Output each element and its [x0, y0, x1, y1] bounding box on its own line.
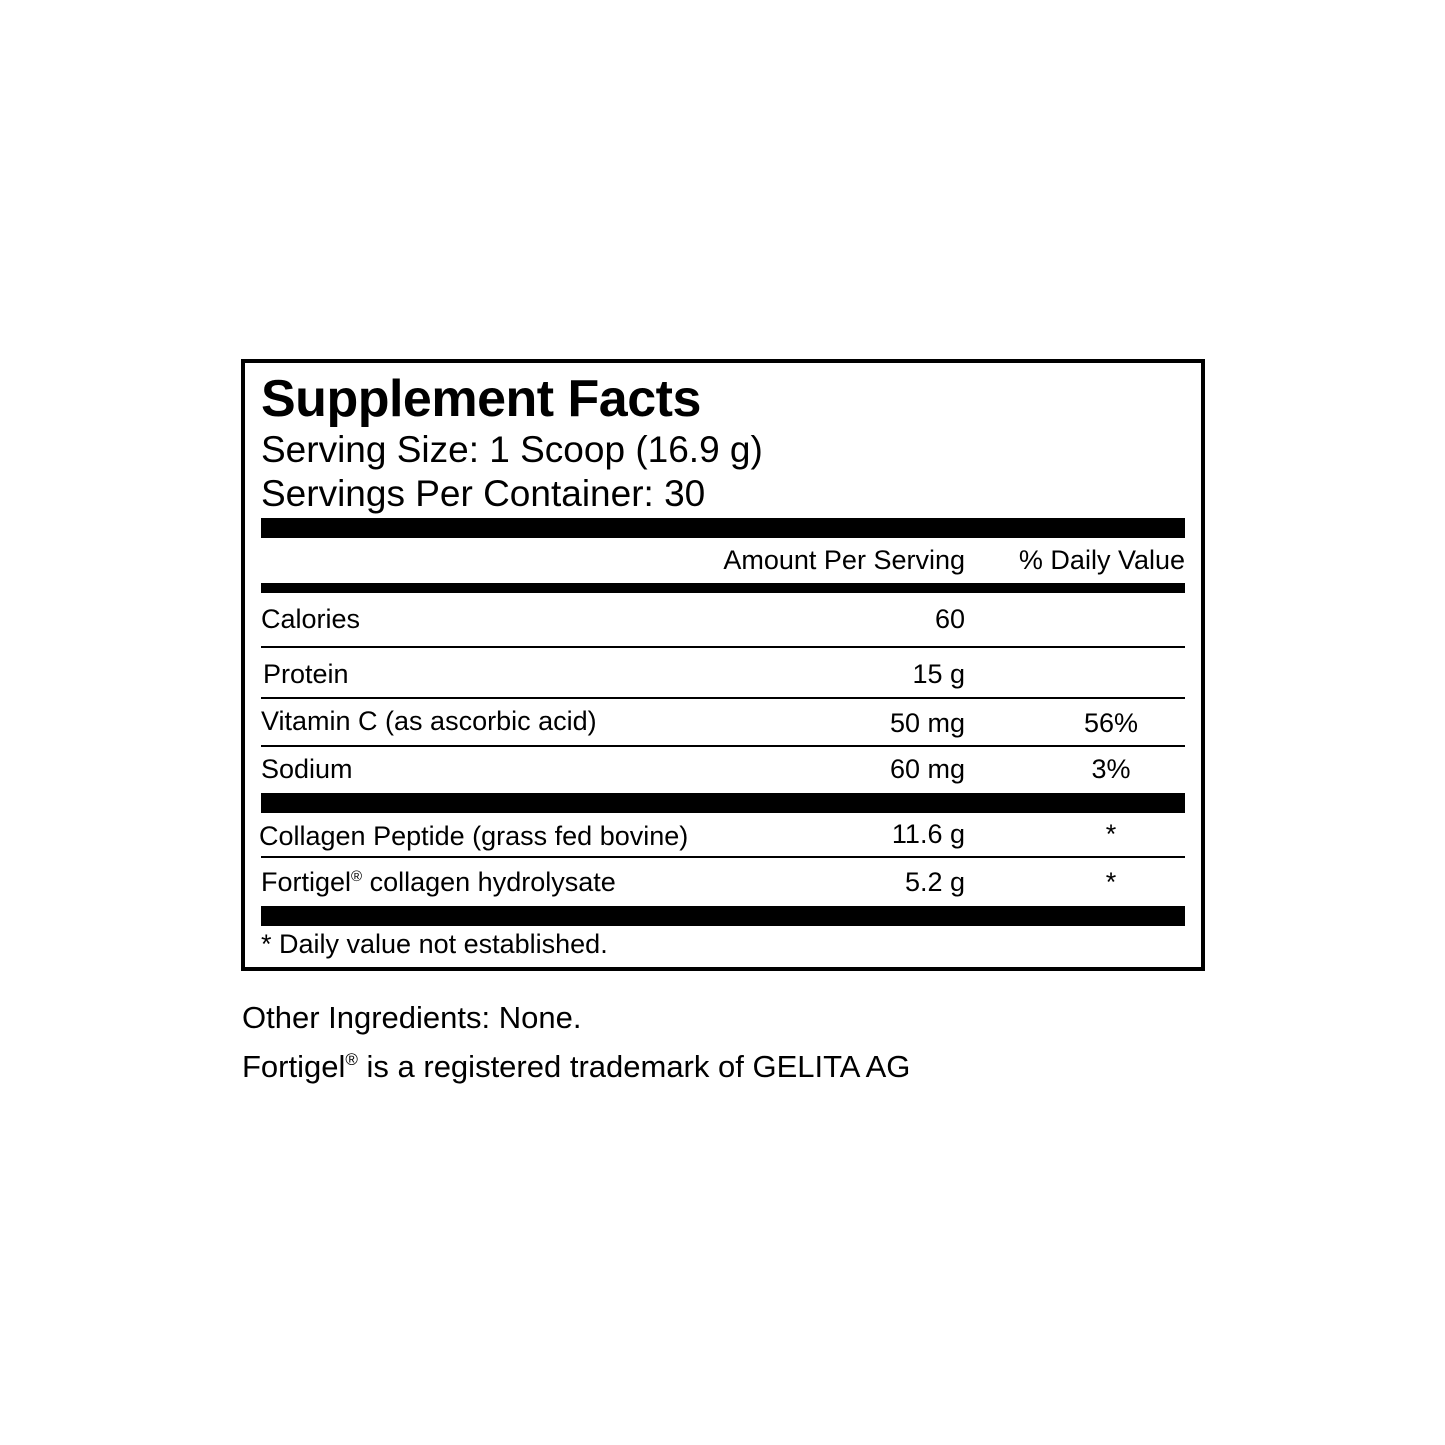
- row-amount-sodium: 60 mg: [889, 754, 965, 784]
- trademark-brand: Fortigel: [242, 1049, 346, 1084]
- row-divider: [261, 856, 1185, 858]
- thick-divider: [261, 906, 1185, 926]
- thick-divider: [261, 518, 1185, 538]
- medium-divider: [261, 583, 1185, 593]
- row-dv-sodium: 3%: [1091, 754, 1131, 784]
- row-name-fortigel: [261, 867, 616, 898]
- row-divider: [261, 745, 1185, 747]
- servings-per-container: Servings Per Container: 30: [261, 473, 706, 514]
- row-dv-collagen-peptide: *: [1105, 819, 1117, 849]
- row-divider: [261, 697, 1185, 699]
- registered-mark: ®: [345, 1050, 358, 1069]
- fortigel-name-suffix: collagen hydrolysate: [362, 867, 616, 897]
- row-amount-collagen-peptide: 11.6 g: [891, 819, 965, 849]
- row-dv-fortigel: *: [1105, 867, 1117, 897]
- row-divider: [261, 646, 1185, 648]
- header-daily-value: % Daily Value: [1018, 545, 1185, 575]
- row-amount-vitamin-c: 50 mg: [889, 708, 965, 738]
- trademark-text: is a registered trademark of GELITA AG: [357, 1049, 911, 1084]
- panel-title: Supplement Facts: [261, 370, 701, 428]
- row-amount-fortigel: 5.2 g: [904, 867, 965, 897]
- header-amount-per-serving: Amount Per Serving: [723, 545, 965, 575]
- thick-divider: [261, 793, 1185, 813]
- row-amount-protein: 15 g: [912, 659, 965, 689]
- row-amount-calories: 60: [934, 604, 965, 634]
- row-name-collagen-peptide: Collagen Peptide (grass fed bovine): [259, 821, 689, 851]
- row-dv-vitamin-c: 56%: [1083, 708, 1139, 738]
- trademark-note: [242, 1049, 910, 1085]
- supplement-facts-panel: [241, 359, 1205, 971]
- row-name-sodium: Sodium: [261, 754, 353, 784]
- row-name-vitamin-c: Vitamin C (as ascorbic acid): [261, 706, 597, 736]
- fortigel-name: Fortigel: [261, 867, 352, 897]
- row-name-calories: Calories: [261, 604, 361, 634]
- row-name-protein: Protein: [263, 659, 349, 689]
- footnote: * Daily value not established.: [261, 929, 608, 959]
- other-ingredients: Other Ingredients: None.: [242, 1000, 582, 1035]
- serving-size: Serving Size: 1 Scoop (16.9 g): [261, 429, 763, 470]
- registered-mark: ®: [351, 868, 363, 885]
